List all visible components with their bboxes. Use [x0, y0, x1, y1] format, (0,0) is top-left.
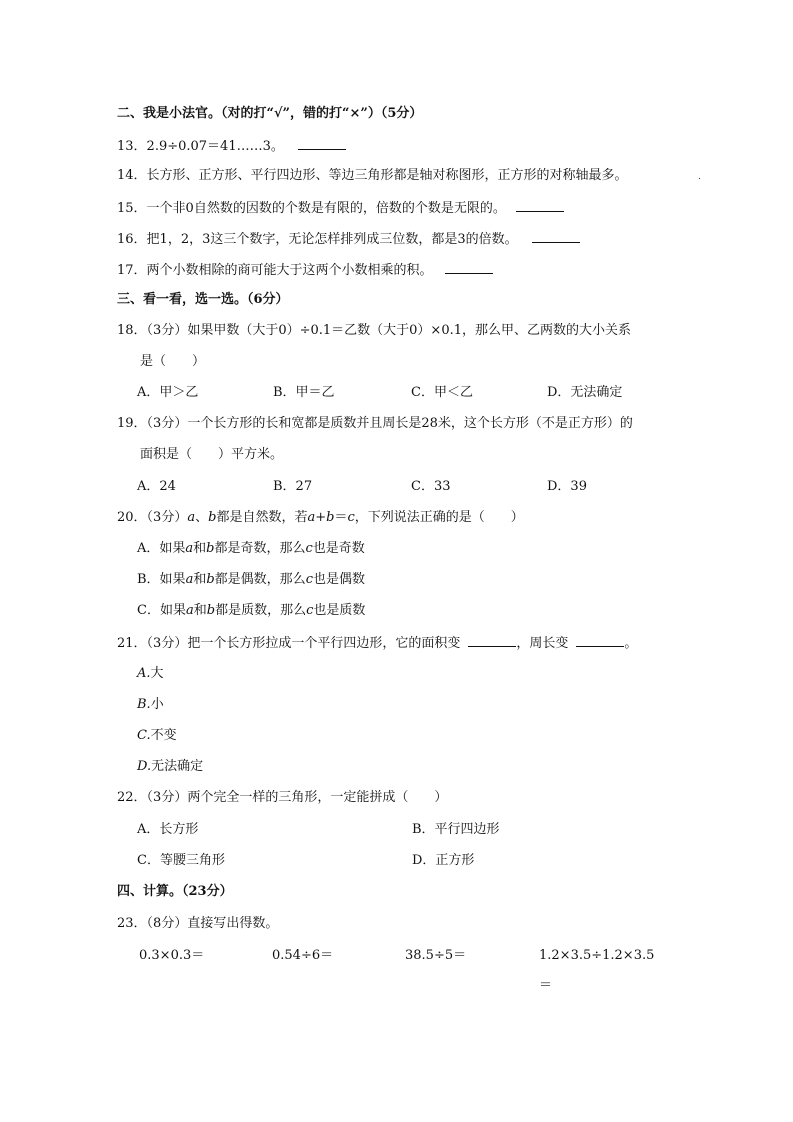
q21-text-3: 。 [624, 636, 638, 651]
answer-blank-15[interactable] [516, 199, 564, 212]
answer-blank-21-area[interactable] [468, 634, 516, 647]
q19-option-c[interactable]: C．33 [411, 479, 451, 494]
answer-blank-16[interactable] [532, 230, 580, 243]
q21a-text: 大 [150, 666, 164, 681]
question-13 [117, 137, 346, 155]
question-14: 14．长方形、正方形、平行四边形、等边三角形都是轴对称图形，正方形的对称轴最多。 [117, 168, 628, 183]
q22-option-b[interactable]: B．平行四边形 [412, 822, 500, 837]
q19-option-b[interactable]: B．27 [273, 479, 313, 494]
q20a-var-a: a [185, 541, 194, 556]
answer-blank-13[interactable] [298, 137, 346, 150]
q20-part-3: 都是自然数，若 [216, 510, 308, 525]
calc-item-3: 38.5÷5＝ [405, 948, 467, 963]
q20-part-4: ＝ [334, 510, 348, 525]
q20-expression: a+b [307, 510, 335, 525]
q21-text-2: ，周长变 [516, 636, 569, 651]
q20a-t1: A．如果 [137, 541, 186, 556]
q20b-var-b: b [206, 572, 215, 587]
stray-dot [699, 178, 700, 179]
q20a-var-c: c [305, 541, 313, 556]
section-3-title: 三、看一看，选一选。（6分） [117, 292, 289, 307]
question-19-line-1: 19．（3分）一个长方形的长和宽都是质数并且周长是28米，这个长方形（不是正方形）的 [117, 416, 633, 431]
q20-part-5: ，下列说法正确的是（ ） [354, 510, 524, 525]
q20b-t1: B．如果 [137, 572, 186, 587]
q20-var-b: b [208, 510, 217, 525]
q20c-t3: 都是质数，那么 [215, 603, 307, 618]
q20b-var-c: c [305, 572, 313, 587]
q22-option-a[interactable]: A．长方形 [137, 822, 199, 837]
q20a-t4: 也是奇数 [312, 541, 365, 556]
q21-option-b[interactable] [137, 697, 164, 713]
calc-item-1: 0.3×0.3＝ [139, 948, 205, 963]
q20b-t2: 和 [193, 572, 207, 587]
calc-item-4-equals: ＝ [539, 978, 553, 993]
question-16 [117, 230, 580, 248]
question-18-line-2: 是（ ） [140, 354, 206, 369]
q21b-text: 小 [150, 697, 164, 712]
q20c-var-b: b [206, 603, 216, 618]
q22-option-d[interactable]: D．正方形 [412, 853, 475, 868]
question-21 [117, 634, 637, 652]
q21b-letter: B. [137, 697, 151, 712]
section-4-title: 四、计算。（23分） [117, 884, 233, 899]
q20b-t4: 也是偶数 [312, 572, 365, 587]
question-16-text: 16．把1，2，3这三个数字，无论怎样排列成三位数，都是3的倍数。 [117, 232, 518, 247]
q20-part-2: 、 [195, 510, 209, 525]
q20-part-1: 20．（3分） [117, 510, 188, 525]
q20-option-b[interactable] [137, 572, 365, 588]
question-17-text: 17．两个小数相除的商可能大于这两个小数相乘的积。 [117, 263, 433, 278]
q20c-t1: C．如果 [137, 603, 186, 618]
answer-blank-17[interactable] [445, 261, 493, 274]
q20a-var-b: b [206, 541, 215, 556]
q21c-letter: C. [137, 728, 151, 743]
q20-option-a[interactable] [137, 541, 365, 557]
q20a-t2: 和 [193, 541, 207, 556]
q21-text-1: 21．（3分）把一个长方形拉成一个平行四边形，它的面积变 [117, 636, 461, 651]
q20-var-a: a [187, 510, 196, 525]
q19-option-a[interactable]: A．24 [137, 479, 176, 494]
question-20 [117, 510, 524, 526]
q21-option-d[interactable] [137, 759, 203, 775]
calc-item-4: 1.2×3.5÷1.2×3.5 [539, 948, 655, 963]
question-22: 22．（3分）两个完全一样的三角形，一定能拼成（ ） [117, 790, 448, 805]
q18-option-c[interactable]: C．甲＜乙 [411, 385, 473, 400]
q21-option-c[interactable] [137, 728, 177, 744]
question-15 [117, 199, 564, 217]
q19-option-d[interactable]: D．39 [547, 479, 587, 494]
q21d-letter: D. [137, 759, 152, 774]
q20-var-c: c [347, 510, 355, 525]
q20c-var-a: a [185, 603, 194, 618]
q21a-letter: A. [137, 666, 151, 681]
q20c-var-c: c [306, 603, 314, 618]
section-2-title: 二、我是小法官。（对的打“√”，错的打“×”）（5分） [117, 106, 423, 121]
question-15-text: 15．一个非0自然数的因数的个数是有限的，倍数的个数是无限的。 [117, 201, 506, 216]
q20c-t2: 和 [193, 603, 207, 618]
q20b-t3: 都是偶数，那么 [214, 572, 306, 587]
question-17 [117, 261, 493, 279]
question-19-line-2: 面积是（ ）平方米。 [140, 447, 284, 462]
q18-option-a[interactable]: A．甲＞乙 [137, 385, 199, 400]
q21d-text: 无法确定 [151, 759, 204, 774]
question-23: 23．（8分）直接写出得数。 [117, 916, 279, 931]
q20-option-c[interactable] [137, 603, 365, 619]
q22-option-c[interactable]: C．等腰三角形 [137, 853, 225, 868]
q18-option-b[interactable]: B．甲＝乙 [273, 385, 335, 400]
question-13-text: 13．2.9÷0.07＝41……3。 [117, 139, 284, 154]
q20a-t3: 都是奇数，那么 [214, 541, 306, 556]
q18-option-d[interactable]: D．无法确定 [547, 385, 623, 400]
question-18-line-1: 18．（3分）如果甲数（大于0）÷0.1＝乙数（大于0）×0.1，那么甲、乙两数的大小关系 [117, 323, 631, 338]
q21-option-a[interactable] [137, 666, 164, 682]
q20b-var-a: a [185, 572, 194, 587]
calc-item-2: 0.54÷6＝ [272, 948, 334, 963]
q21c-text: 不变 [150, 728, 177, 743]
q20c-t4: 也是质数 [313, 603, 366, 618]
answer-blank-21-perimeter[interactable] [576, 634, 624, 647]
